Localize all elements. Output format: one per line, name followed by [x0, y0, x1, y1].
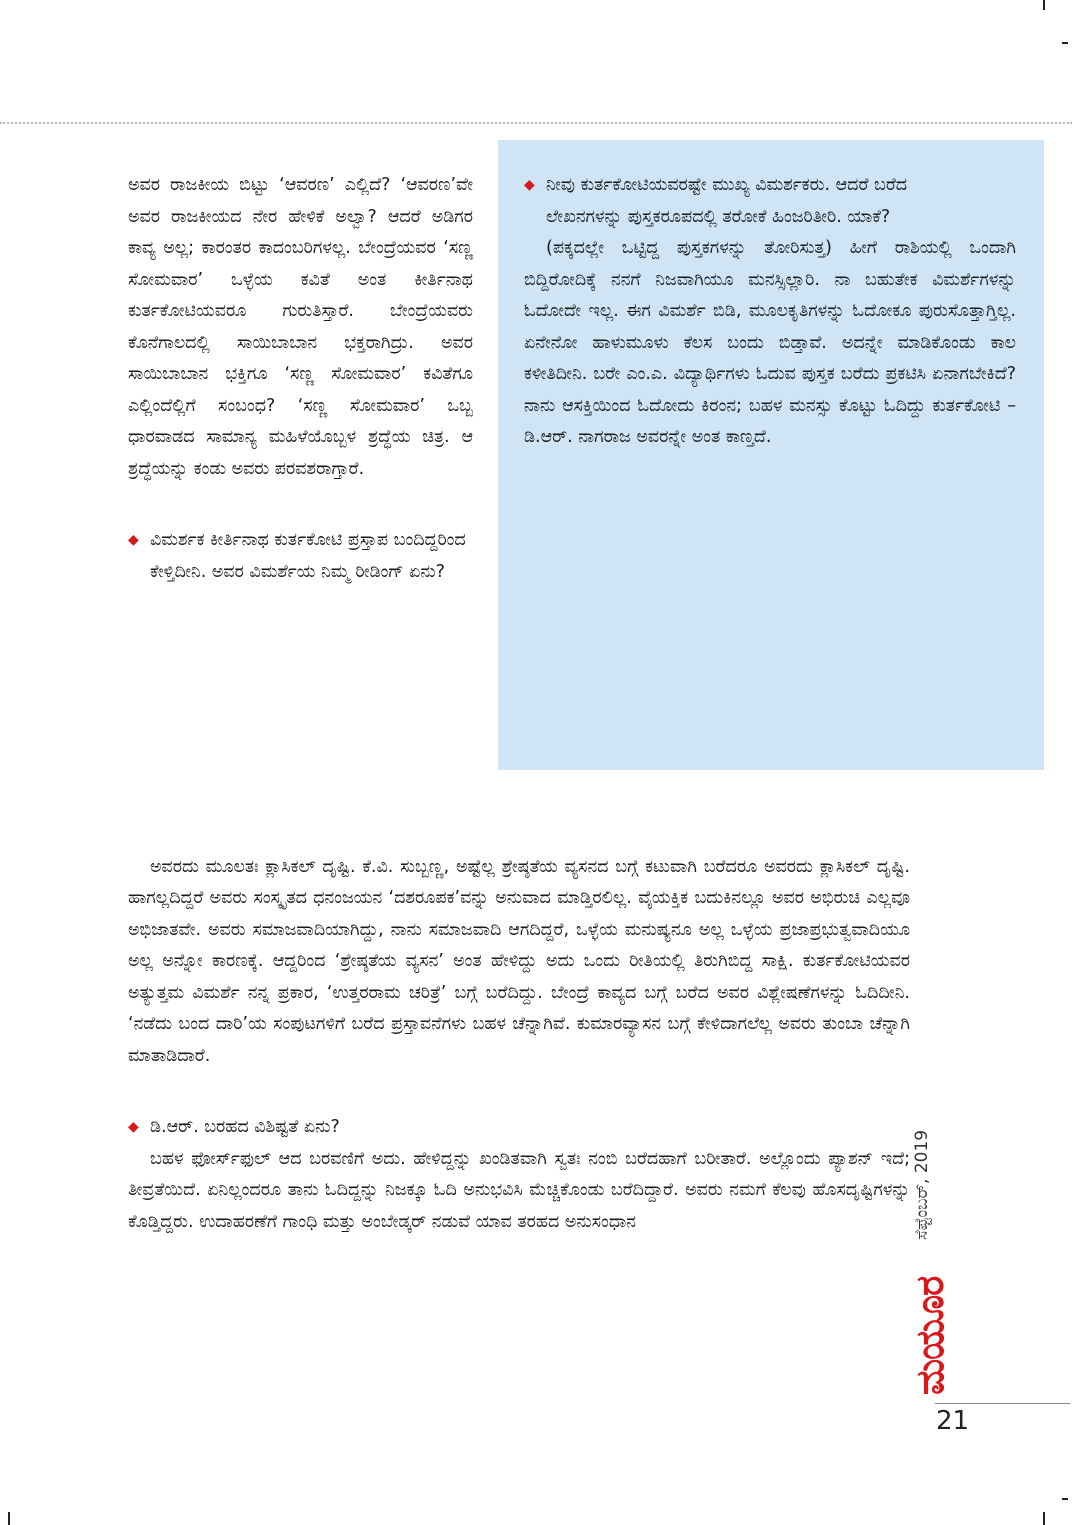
main-text [128, 820, 910, 1238]
answer-paragraph: ಬಹಳ ಫೋರ್ಸ್‌ಫುಲ್ ಆದ ಬರವಣಿಗೆ ಅದು. ಹೇಳಿದ್ದನ್ನು ಖಂಡಿತವಾಗಿ ಸ್ವತಃ ನಂಬಿ ಬರೆದಹಾಗೆ ಬರೀತಾರೆ. ಅಲ್ಲೊಂದು ಪ್ಯಾಶನ್ ಇದೆ; ತೀವ್ರತೆಯಿದೆ. ಏನಿಲ್ಲಂದರೂ ತಾನು ಓದಿದ್ದನ್ನು ನಿಜಕ್ಕೂ ಓದಿ ಅನುಭವಿಸಿ ಮೆಚ್ಚಿಕೊಂಡು ಬರೆದಿದ್ದಾರೆ. ಅವರು ನಮಗೆ ಕೆಲವು ಹೊಸದೃಷ್ಟಿಗಳನ್ನು ಕೊಡ್ತಿದ್ದರು. ಉದಾಹರಣೆಗೆ ಗಾಂಧಿ ಮತ್ತು ಅಂಬೇಡ್ಕರ್ ನಡುವೆ ಯಾವ ತರಹದ ಅನುಸಂಧಾನ [128, 1148, 910, 1232]
highlight-box [498, 140, 1044, 770]
page-number-rule [935, 1403, 1070, 1404]
paragraph-gap [128, 1072, 910, 1112]
crop-mark [1062, 42, 1068, 44]
crop-mark [1062, 1498, 1068, 1500]
page-number: 21 [936, 1406, 970, 1436]
answer-paragraph: (ಪಕ್ಕದಲ್ಲೇ ಒಟ್ಟಿದ್ದ ಪುಸ್ತಕಗಳನ್ನು ತೋರಿಸುತ್ತ) ಹೀಗೆ ರಾಶಿಯಲ್ಲಿ ಒಂದಾಗಿ ಬಿದ್ದಿರೋದಿಕ್ಕೆ ನನಗೆ ನಿಜವಾಗಿಯೂ ಮನಸ್ಸಿಲ್ಲಾರಿ. ನಾ ಬಹುತೇಕ ವಿಮರ್ಶೆಗಳನ್ನು ಓದೋದೇ ಇಲ್ಲ. ಈಗ ವಿಮರ್ಶೆ ಬಿಡಿ, ಮೂಲಕೃತಿಗಳನ್ನು ಓದೋಕೂ ಪುರುಸೊತ್ತಾಗ್ತಿಲ್ಲ. ಏನೇನೋ ಹಾಳುಮೂಳು ಕೆಲಸ ಬಂದು ಬಿಡ್ತಾವೆ. ಅದನ್ನೇ ಮಾಡಿಕೊಂಡು ಕಾಲ ಕಳೀತಿದೀನಿ. ಬರೇ ಎಂ.ಎ. ವಿದ್ಯಾರ್ಥಿಗಳು ಓದುವ ಪುಸ್ತಕ ಬರೆದು ಪ್ರಕಟಿಸಿ ಏನಾಗಬೇಕಿದೆ? ನಾನು ಆಸಕ್ತಿಯಿಂದ ಓದೋದು ಕಿರಂನ; ಬಹಳ ಮನಸ್ಸು ಕೊಟ್ಟು ಓದಿದ್ದು ಕುರ್ತಕೋಟಿ – ಡಿ.ಆರ್. ನಾಗರಾಜ ಅವರನ್ನೇ ಅಂತ ಕಾಣ್ತದೆ. [524, 238, 1016, 447]
question-block [128, 1112, 910, 1144]
diamond-bullet-icon: ◆ [524, 177, 535, 193]
question-block [524, 170, 926, 233]
issue-date: ಸೆಪ್ಟೆಂಬರ್, 2019 [912, 1129, 932, 1240]
crop-mark [1043, 0, 1045, 10]
magazine-logo: ಮಯೂರ [908, 1276, 952, 1395]
body-paragraph: ಅವರ ರಾಜಕೀಯ ಬಿಟ್ಟು ‘ಆವರಣ’ ಎಲ್ಲಿದೆ? ‘ಆವರಣ’ವೇ ಅವರ ರಾಜಕೀಯದ ನೇರ ಹೇಳಿಕೆ ಅಲ್ವಾ? ಆದರೆ ಅಡಿಗರ ಕಾವ್ಯ ಅಲ್ಲ; ಕಾರಂತರ ಕಾದಂಬರಿಗಳಲ್ಲ. ಬೇಂದ್ರೆಯವರ ‘ಸಣ್ಣ ಸೋಮವಾರ’ ಒಳ್ಳೆಯ ಕವಿತೆ ಅಂತ ಕೀರ್ತಿನಾಥ ಕುರ್ತಕೋಟಿಯವರೂ ಗುರುತಿಸ್ತಾರೆ. ಬೇಂದ್ರೆಯವರು ಕೊನೆಗಾಲದಲ್ಲಿ ಸಾಯಿಬಾಬಾನ ಭಕ್ತರಾಗಿದ್ರು. ಅವರ ಸಾಯಿಬಾಬಾನ ಭಕ್ತಿಗೂ ‘ಸಣ್ಣ ಸೋಮವಾರ’ ಕವಿತೆಗೂ ಎಲ್ಲಿಂದೆಲ್ಲಿಗೆ ಸಂಬಂಧ? ‘ಸಣ್ಣ ಸೋಮವಾರ’ ಒಬ್ಬ ಧಾರವಾಡದ ಸಾಮಾನ್ಯ ಮಹಿಳೆಯೊಬ್ಬಳ ಶ್ರದ್ಧೆಯ ಚಿತ್ರ. ಆ ಶ್ರದ್ಧೆಯನ್ನು ಕಂಡು ಅವರು ಪರವಶರಾಗ್ತಾರೆ. [128, 175, 473, 479]
question-text: ನೀವು ಕುರ್ತಕೋಟಿಯವರಷ್ಟೇ ಮುಖ್ಯ ವಿಮರ್ಶಕರು. ಆದರೆ ಬರೆದ ಲೇಖನಗಳನ್ನು ಪುಸ್ತಕರೂಪದಲ್ಲಿ ತರೋಕೆ ಹಿಂಜರಿತೀರಿ. ಯಾಕೆ? [546, 175, 908, 227]
question-block [128, 525, 473, 588]
dotted-divider [0, 122, 1072, 124]
diamond-bullet-icon: ◆ [128, 532, 139, 548]
answer-paragraph: ಅವರದು ಮೂಲತಃ ಕ್ಲಾಸಿಕಲ್ ದೃಷ್ಟಿ. ಕೆ.ವಿ. ಸುಬ್ಬಣ್ಣ, ಅಷ್ಟೆಲ್ಲ ಶ್ರೇಷ್ಠತೆಯ ವ್ಯಸನದ ಬಗ್ಗೆ ಕಟುವಾಗಿ ಬರೆದರೂ ಅವರದು ಕ್ಲಾಸಿಕಲ್ ದೃಷ್ಟಿ. ಹಾಗಲ್ಲದಿದ್ದರೆ ಅವರು ಸಂಸ್ಕೃತದ ಧನಂಜಯನ ‘ದಶರೂಪಕ’ವನ್ನು ಅನುವಾದ ಮಾಡ್ತಿರಲಿಲ್ಲ. ವೈಯಕ್ತಿಕ ಬದುಕಿನಲ್ಲೂ ಅವರ ಅಭಿರುಚಿ ಎಲ್ಲವೂ ಅಭಿಜಾತವೇ. ಅವರು ಸಮಾಜವಾದಿಯಾಗಿದ್ದು, ನಾನು ಸಮಾಜವಾದಿ ಆಗದಿದ್ದರೆ, ಒಳ್ಳೆಯ ಮನುಷ್ಯನೂ ಅಲ್ಲ ಒಳ್ಳೆಯ ಪ್ರಜಾಪ್ರಭುತ್ವವಾದಿಯೂ ಅಲ್ಲ ಅನ್ನೋ ಕಾರಣಕ್ಕೆ. ಆದ್ದರಿಂದ ‘ಶ್ರೇಷ್ಠತೆಯ ವ್ಯಸನ’ ಅಂತ ಹೇಳಿದ್ದು ಅದು ಒಂದು ರೀತಿಯಲ್ಲಿ ತಿರುಗಿಬಿದ್ದ ಸಾಕ್ಷಿ. ಕುರ್ತಕೋಟಿಯವರ ಅತ್ಯುತ್ತಮ ವಿಮರ್ಶೆ ನನ್ನ ಪ್ರಕಾರ, ‘ಉತ್ತರರಾಮ ಚರಿತ್ರೆ’ ಬಗ್ಗೆ ಬರೆದಿದ್ದು. ಬೇಂದ್ರೆ ಕಾವ್ಯದ ಬಗ್ಗೆ ಬರೆದ ಅವರ ವಿಶ್ಲೇಷಣೆಗಳನ್ನು ಓದಿದೀನಿ. ‘ನಡೆದು ಬಂದ ದಾರಿ’ಯ ಸಂಪುಟಗಳಿಗೆ ಬರೆದ ಪ್ರಸ್ತಾವನೆಗಳು ಬಹಳ ಚೆನ್ನಾಗಿವೆ. ಕುಮಾರವ್ಯಾಸನ ಬಗ್ಗೆ ಕೇಳಿದಾಗಲೆಲ್ಲ ಅವರು ತುಂಬಾ ಚೆನ್ನಾಗಿ ಮಾತಾಡಿದಾರೆ. [128, 856, 910, 1066]
crop-mark [1043, 1512, 1045, 1525]
question-tail-spacer [150, 820, 480, 852]
question-text: ವಿಮರ್ಶಕ ಕೀರ್ತಿನಾಥ ಕುರ್ತಕೋಟಿ ಪ್ರಸ್ತಾಪ ಬಂದಿದ್ದರಿಂದ ಕೇಳ್ತಿದೀನಿ. ಅವರ ವಿಮರ್ಶೆಯ ನಿಮ್ಮ ರೀಡಿಂಗ್ ಏನು? [150, 530, 466, 582]
left-column [128, 170, 473, 588]
diamond-bullet-icon: ◆ [128, 1119, 139, 1135]
crop-mark [8, 1512, 10, 1525]
question-text: ಡಿ.ಆರ್. ಬರಹದ ವಿಶಿಷ್ಟತೆ ಏನು? [150, 1117, 340, 1137]
